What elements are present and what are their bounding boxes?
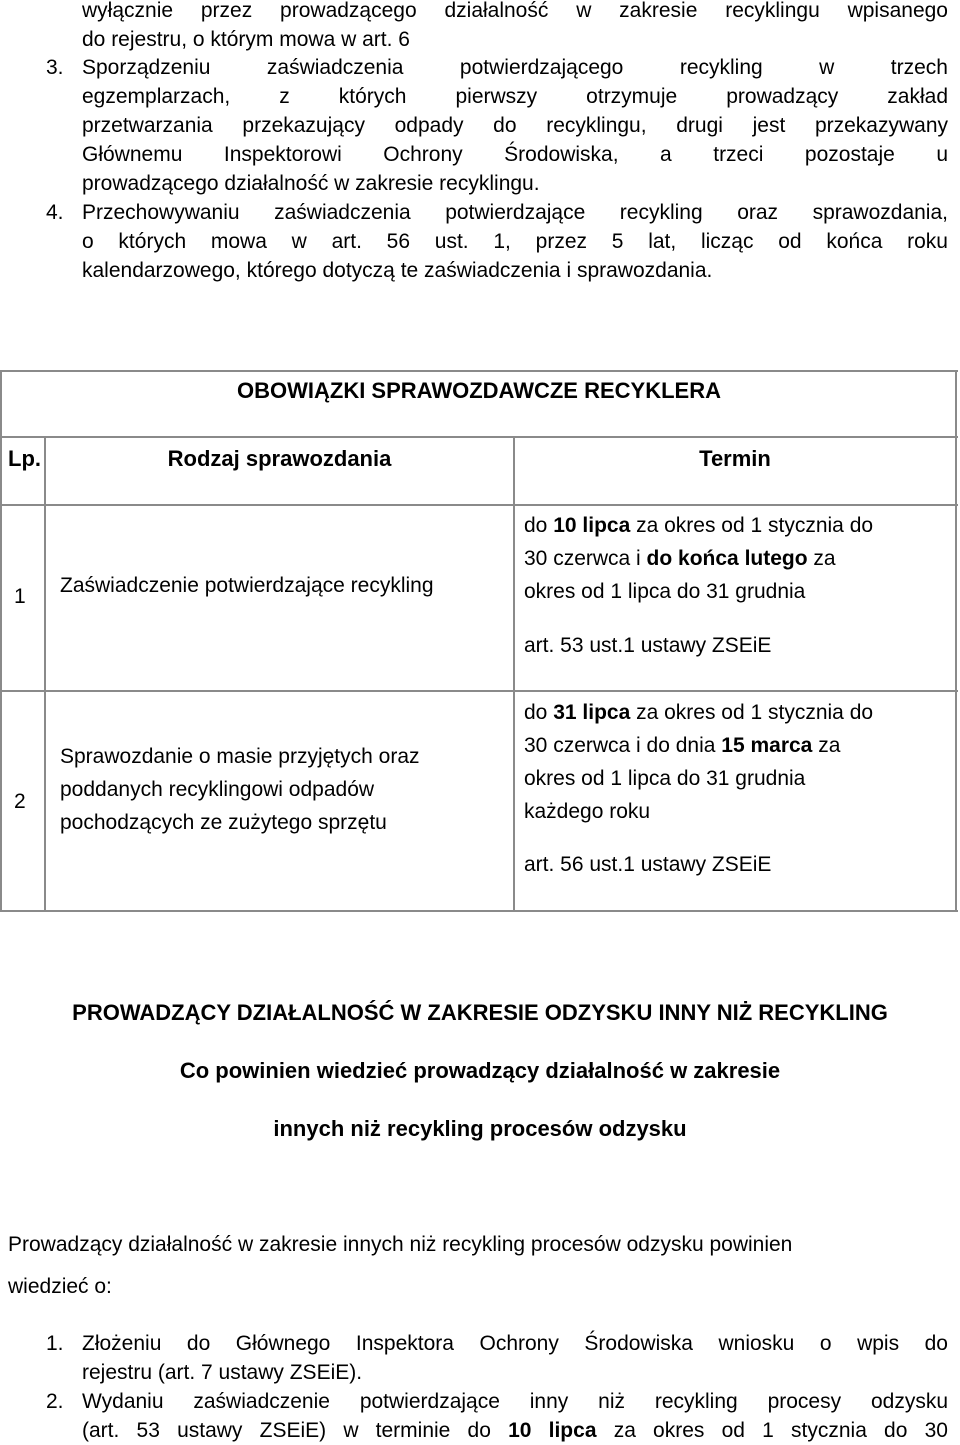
table-border bbox=[0, 690, 958, 692]
row-number: 1 bbox=[14, 585, 26, 608]
term-line: do 10 lipca za okres od 1 stycznia do bbox=[524, 514, 874, 537]
item-line: rejestru (art. 7 ustawy ZSEiE). bbox=[82, 1361, 363, 1384]
term-line: każdego roku bbox=[524, 800, 651, 823]
table-border bbox=[0, 370, 2, 912]
report-type-line: pochodzących ze zużytego sprzętu bbox=[60, 811, 387, 834]
item4-line: kalendarzowego, którego dotyczą te zaświadczenia i sprawozdania. bbox=[82, 259, 713, 282]
section-intro-line-1: Prowadzący działalność w zakresie innych niż recykling procesów odzysku powinien bbox=[8, 1233, 793, 1256]
report-type-line: Sprawozdanie o masie przyjętych oraz bbox=[60, 745, 420, 768]
column-header-lp: Lp. bbox=[8, 446, 41, 471]
item-line: (art. 53 ustawy ZSEiE) w terminie do 10 lipca za okres od 1 stycznia do 30 bbox=[82, 1419, 948, 1442]
item4-line: Przechowywaniu zaświadczenia potwierdzające recykling oraz sprawozdania, bbox=[82, 201, 948, 224]
section-subheading-line-2: innych niż recykling procesów odzysku bbox=[273, 1116, 687, 1141]
item-line: Złożeniu do Głównego Inspektora Ochrony Środowiska wniosku o wpis do bbox=[82, 1332, 948, 1355]
table-border bbox=[513, 436, 515, 912]
item-line: Wydaniu zaświadczenie potwierdzające inny niż recykling procesy odzysku bbox=[82, 1390, 948, 1413]
table-border bbox=[955, 370, 957, 912]
section-heading: PROWADZĄCY DZIAŁALNOŚĆ W ZAKRESIE ODZYSKU INNY NIŻ RECYKLING bbox=[72, 1000, 888, 1025]
table-border bbox=[0, 910, 958, 912]
section-intro-line-2: wiedzieć o: bbox=[8, 1275, 112, 1298]
legal-basis: art. 53 ust.1 ustawy ZSEiE bbox=[524, 634, 772, 657]
table-border bbox=[0, 370, 958, 372]
row-number: 2 bbox=[14, 790, 26, 813]
list-number: 3. bbox=[46, 56, 64, 79]
list-number: 1. bbox=[46, 1332, 64, 1355]
term-line: 30 czerwca i do końca lutego za bbox=[524, 547, 836, 570]
column-header-term: Termin bbox=[699, 446, 771, 471]
list-number: 2. bbox=[46, 1390, 64, 1413]
item3-line: przetwarzania przekazujący odpady do recyklingu, drugi jest przekazywany bbox=[82, 114, 948, 137]
table-border bbox=[0, 436, 958, 438]
legal-basis: art. 56 ust.1 ustawy ZSEiE bbox=[524, 853, 772, 876]
term-line: okres od 1 lipca do 31 grudnia bbox=[524, 580, 806, 603]
item3-line: Głównemu Inspektorowi Ochrony Środowiska, a trzeci pozostaje u bbox=[82, 143, 948, 166]
column-header-type: Rodzaj sprawozdania bbox=[167, 446, 392, 471]
table-border bbox=[0, 504, 958, 506]
item3-line: egzemplarzach, z których pierwszy otrzymuje prowadzący zakład bbox=[82, 85, 948, 108]
item3-line: Sporządzeniu zaświadczenia potwierdzającego recykling w trzech bbox=[82, 56, 948, 79]
report-type: Zaświadczenie potwierdzające recykling bbox=[60, 574, 434, 597]
table-title: OBOWIĄZKI SPRAWOZDAWCZE RECYKLERA bbox=[237, 378, 721, 403]
table-border bbox=[44, 436, 46, 912]
item3-line: prowadzącego działalność w zakresie recyklingu. bbox=[82, 172, 540, 195]
intro-line-1: wyłącznie przez prowadzącego działalność w zakresie recyklingu wpisanego bbox=[82, 0, 948, 22]
section-subheading-line-1: Co powinien wiedzieć prowadzący działalność w zakresie bbox=[179, 1058, 781, 1083]
term-line: do 31 lipca za okres od 1 stycznia do bbox=[524, 701, 874, 724]
report-type-line: poddanych recyklingowi odpadów bbox=[60, 778, 375, 801]
item4-line: o których mowa w art. 56 ust. 1, przez 5 lat, licząc od końca roku bbox=[82, 230, 948, 253]
term-line: 30 czerwca i do dnia 15 marca za bbox=[524, 734, 841, 757]
intro-line-2: do rejestru, o którym mowa w art. 6 bbox=[82, 28, 410, 51]
list-number: 4. bbox=[46, 201, 64, 224]
term-line: okres od 1 lipca do 31 grudnia bbox=[524, 767, 806, 790]
